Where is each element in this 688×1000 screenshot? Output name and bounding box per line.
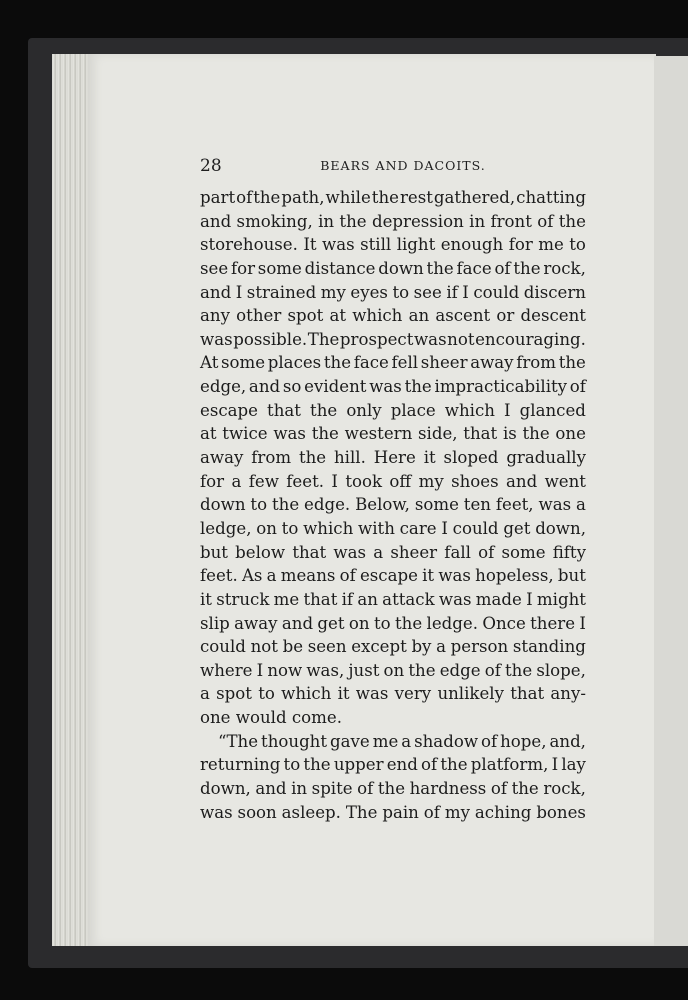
text-line: but below that was a sheer fall of some fifty	[200, 542, 586, 562]
text-line: ledge, on to which with care I could get down,	[200, 518, 586, 538]
page-header	[200, 156, 586, 176]
text-line: one would come.	[200, 708, 342, 728]
text-line: feet. As a means of escape it was hopeless, but	[200, 566, 586, 586]
text-line: escape that the only place which I glanced	[200, 400, 586, 420]
text-line: where I now was, just on the edge of the slope,	[200, 660, 586, 680]
text-line: returning to the upper end of the platform, I lay	[200, 755, 586, 775]
text-line: part of the path, while the rest gathered, chatting	[200, 188, 586, 207]
page-number: 28	[200, 156, 222, 176]
text-line: could not be seen except by a person standing	[200, 637, 586, 657]
text-line: was soon asleep. The pain of my aching bones	[200, 802, 586, 822]
page-edges	[52, 54, 92, 946]
text-line: a spot to which it was very unlikely that any-	[200, 684, 586, 704]
text-line: down to the edge. Below, some ten feet, was a	[200, 495, 586, 515]
body-text	[200, 186, 586, 824]
text-line: away from the hill. Here it sloped gradually	[200, 448, 586, 468]
facing-page-edge	[654, 56, 688, 946]
text-line: any other spot at which an ascent or descent	[200, 306, 586, 326]
text-line: down, and in spite of the hardness of the rock,	[200, 779, 586, 799]
running-head: BEARS AND DACOITS.	[320, 158, 486, 173]
text-line: at twice was the western side, that is the one	[200, 424, 586, 444]
text-line: for a few feet. I took off my shoes and went	[200, 471, 586, 491]
text-line: storehouse. It was still light enough for me to	[200, 235, 586, 255]
text-line: and smoking, in the depression in front of the	[200, 211, 586, 231]
text-line: At some places the face fell sheer away from the	[200, 353, 586, 373]
text-line: and I strained my eyes to see if I could discern	[200, 282, 586, 302]
text-line: was possible. The prospect was not encouraging.	[200, 329, 586, 349]
text-line: edge, and so evident was the impracticability of	[200, 377, 586, 397]
text-line: slip away and get on to the ledge. Once there I	[200, 613, 586, 633]
text-line: it struck me that if an attack was made I might	[200, 589, 586, 609]
text-line: see for some distance down the face of the rock,	[200, 258, 586, 278]
text-line: “The thought gave me a shadow of hope, and,	[218, 731, 586, 751]
